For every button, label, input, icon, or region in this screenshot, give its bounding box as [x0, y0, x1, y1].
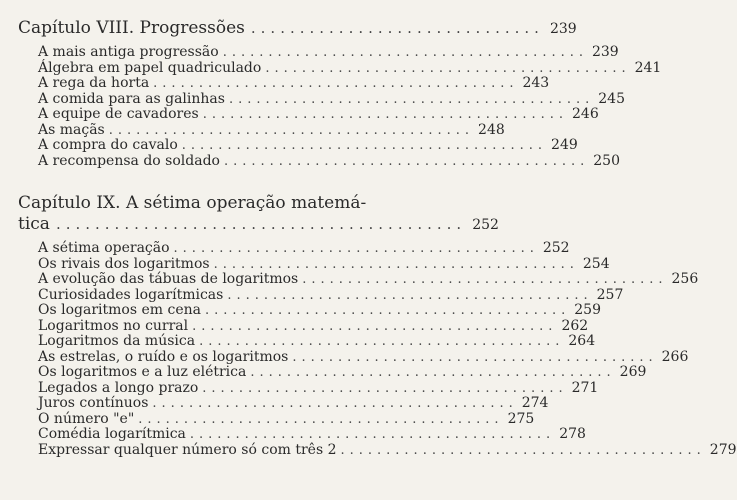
- toc-entry-title: A recompensa do soldado: [38, 152, 220, 169]
- toc-entry[interactable]: [38, 271, 699, 288]
- toc-entry-page-number: 278: [559, 426, 586, 442]
- toc-entry[interactable]: [38, 302, 601, 319]
- toc-entry-page-number: 266: [661, 348, 689, 365]
- chapter-9-heading[interactable]: [18, 214, 499, 235]
- leader-dots: ........................................: [302, 272, 668, 287]
- toc-entry[interactable]: [38, 379, 599, 397]
- toc-entry-page-number: 264: [568, 333, 596, 349]
- chapter-8-page-number: 239: [549, 21, 577, 37]
- leader-dots: ........................................: [138, 411, 504, 427]
- leader-dots: ........................................: [292, 349, 658, 365]
- toc-entry-title: A evolução das tábuas de logaritmos: [38, 271, 299, 287]
- leader-dots: ........................................: [202, 107, 568, 122]
- chapter-9-page-number: 252: [472, 217, 499, 233]
- toc-entry[interactable]: [38, 441, 737, 459]
- toc-entry-page-number: 279: [709, 441, 737, 458]
- toc-entry[interactable]: [38, 286, 624, 304]
- toc-entry-title: Expressar qualquer número só com três 2: [38, 441, 337, 458]
- toc-entry-page-number: 241: [634, 59, 662, 76]
- leader-dots: ........................................: [213, 256, 579, 272]
- toc-entry[interactable]: [38, 90, 625, 108]
- toc-entry-title: Curiosidades logarítmicas: [38, 286, 224, 303]
- toc-entry-title: A mais antiga progressão: [38, 44, 219, 60]
- toc-entry-title: Álgebra em papel quadriculado: [38, 59, 262, 76]
- toc-entry[interactable]: [38, 410, 535, 428]
- toc-entry-title: Logaritmos no curral: [38, 317, 189, 334]
- toc-entry-page-number: 245: [598, 90, 625, 107]
- leader-dots: ........................................: [199, 334, 565, 349]
- leader-dots: ........................................: [189, 427, 556, 442]
- toc-entry[interactable]: [38, 364, 647, 381]
- leader-dots: ..............................: [250, 19, 544, 37]
- toc-entry-page-number: 246: [572, 106, 599, 122]
- leader-dots: ........................................: [153, 76, 519, 91]
- toc-entry-title: Os rivais dos logaritmos: [38, 255, 210, 272]
- chapter-9-title-line-2: tica: [18, 214, 50, 234]
- toc-entry-page-number: 250: [593, 152, 620, 169]
- toc-entry-page-number: 252: [542, 240, 570, 256]
- toc-entry[interactable]: [38, 348, 689, 366]
- toc-entry-page-number: 274: [521, 395, 549, 411]
- toc-entry-title: Os logaritmos em cena: [38, 302, 201, 318]
- leader-dots: ........................................: [108, 122, 475, 138]
- leader-dots: ........................................: [222, 45, 588, 60]
- leader-dots: ........................................: [227, 287, 593, 303]
- leader-dots: ........................................: [340, 442, 706, 458]
- toc-entry-title: Legados a longo prazo: [38, 379, 199, 396]
- toc-entry-title: As estrelas, o ruído e os logaritmos: [38, 348, 289, 365]
- toc-entry[interactable]: [38, 59, 662, 77]
- toc-entry[interactable]: [38, 137, 578, 154]
- leader-dots: ........................................: [202, 380, 568, 396]
- toc-entry-title: Os logaritmos e a luz elétrica: [38, 364, 247, 380]
- toc-entry[interactable]: [38, 121, 505, 139]
- toc-entry[interactable]: [38, 106, 599, 123]
- toc-entry-title: As maçãs: [38, 121, 105, 138]
- toc-entry-page-number: 257: [596, 286, 624, 303]
- leader-dots: ........................................: [250, 365, 616, 380]
- toc-entry-page-number: 262: [561, 317, 589, 334]
- toc-entry-page-number: 239: [591, 44, 619, 60]
- toc-entry-page-number: 271: [571, 379, 599, 396]
- leader-dots: ..........................................: [55, 215, 467, 233]
- leader-dots: ........................................: [181, 138, 548, 153]
- toc-entry[interactable]: [38, 44, 619, 61]
- toc-entry[interactable]: [38, 75, 550, 92]
- chapter-9-entry-list: [38, 240, 737, 458]
- leader-dots: ........................................: [152, 396, 518, 411]
- chapter-9-title-line-1[interactable]: Capítulo IX. A sétima operação matemá-: [18, 193, 367, 213]
- leader-dots: ........................................: [265, 60, 631, 76]
- leader-dots: ........................................: [173, 241, 539, 256]
- toc-entry-title: A compra do cavalo: [38, 137, 178, 153]
- chapter-8-heading[interactable]: [18, 18, 577, 39]
- leader-dots: ........................................: [192, 318, 558, 334]
- chapter-8-title: Capítulo VIII. Progressões: [18, 18, 245, 38]
- toc-entry-title: A equipe de cavadores: [38, 106, 199, 122]
- toc-entry-page-number: 259: [574, 302, 601, 318]
- toc-entry-page-number: 275: [507, 410, 535, 427]
- toc-entry-page-number: 243: [522, 75, 550, 91]
- leader-dots: ........................................: [204, 303, 571, 318]
- toc-entry-title: A rega da horta: [38, 75, 150, 91]
- toc-entry[interactable]: [38, 426, 586, 443]
- toc-entry-title: Comédia logarítmica: [38, 426, 186, 442]
- toc-entry-title: Juros contínuos: [38, 395, 149, 411]
- toc-entry[interactable]: [38, 395, 549, 412]
- toc-entry-page-number: 269: [619, 364, 647, 380]
- toc-entry[interactable]: [38, 317, 589, 335]
- toc-entry[interactable]: [38, 333, 596, 350]
- chapter-8-entry-list: [38, 44, 662, 169]
- leader-dots: ........................................: [223, 153, 590, 169]
- toc-entry[interactable]: [38, 255, 610, 273]
- leader-dots: ........................................: [228, 91, 595, 107]
- toc-entry-page-number: 254: [582, 255, 610, 272]
- toc-entry-title: A sétima operação: [38, 240, 170, 256]
- toc-entry-page-number: 248: [478, 121, 505, 138]
- toc-entry-page-number: 249: [551, 137, 578, 153]
- toc-entry-title: O número "e": [38, 410, 135, 427]
- toc-entry[interactable]: [38, 152, 620, 170]
- toc-entry-page-number: 256: [671, 271, 699, 287]
- toc-entry-title: A comida para as galinhas: [38, 90, 225, 107]
- toc-entry-title: Logaritmos da música: [38, 333, 196, 349]
- toc-entry[interactable]: [38, 240, 570, 257]
